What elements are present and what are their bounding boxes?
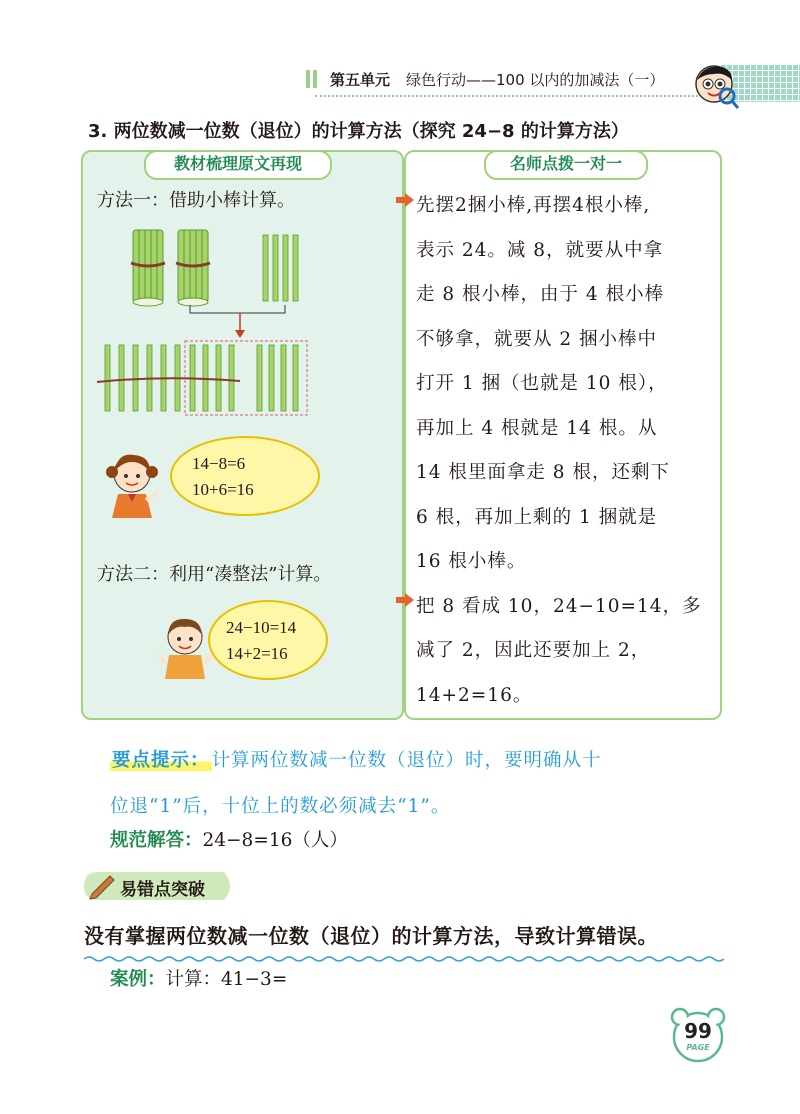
method-one-text: 方法一：借助小棒计算。 bbox=[97, 190, 295, 211]
method-two-text: 方法二：利用“凑整法”计算。 bbox=[97, 564, 332, 585]
tip-line-1: 计算两位数减一位数（退位）时，要明确从十 bbox=[211, 750, 602, 771]
speech-bubble-1 bbox=[170, 436, 320, 516]
page-number-badge bbox=[668, 1005, 728, 1065]
equation: 24−10=14 bbox=[226, 618, 297, 637]
section-title: 3. 两位数减一位数（退位）的计算方法（探究 24−8 的计算方法） bbox=[88, 121, 629, 142]
tip-line-2: 位退“1”后，十位上的数必须减去“1”。 bbox=[110, 796, 451, 817]
header-bars bbox=[306, 70, 320, 92]
answer-label: 规范解答： bbox=[110, 830, 203, 851]
sticks-illustration bbox=[95, 225, 315, 420]
unit-title: 绿色行动——100 以内的加减法（一） bbox=[406, 71, 665, 89]
left-panel-tag: 教材梳理原文再现 bbox=[144, 150, 332, 180]
error-main-statement: 没有掌握两位数减一位数（退位）的计算方法，导致计算错误。 bbox=[84, 924, 658, 948]
case-text: 计算：41−3= bbox=[165, 969, 288, 990]
text-line: 16 根小棒。 bbox=[416, 551, 527, 572]
text-line: 减了 2，因此还要加上 2， bbox=[416, 640, 651, 661]
text-line: 再加上 4 根就是 14 根。从 bbox=[416, 417, 658, 439]
header bbox=[330, 69, 664, 90]
right-panel-tag: 名师点拨一对一 bbox=[484, 150, 648, 180]
speech-bubble-2 bbox=[208, 600, 328, 680]
text-line: 不够拿，就要从 2 捆小棒中 bbox=[416, 328, 658, 350]
tip-label: 要点提示： bbox=[112, 750, 210, 771]
text-line: 6 根，再加上剩的 1 捆就是 bbox=[416, 506, 658, 528]
unit-label: 第五单元 bbox=[330, 71, 391, 89]
boy-avatar bbox=[157, 615, 213, 680]
loose-sticks-bottom bbox=[97, 345, 298, 411]
pointer-arrow-icon bbox=[396, 193, 414, 207]
key-point-tip bbox=[110, 738, 730, 830]
error-section-title: 易错点突破 bbox=[120, 880, 205, 900]
text-line: 打开 1 捆（也就是 10 根）， bbox=[416, 373, 668, 394]
pointer-arrow-icon bbox=[396, 593, 414, 607]
text-line: 走 8 根小棒，由于 4 根小棒 bbox=[416, 284, 665, 305]
stick-bundle-1 bbox=[131, 230, 165, 306]
page-number: 99 bbox=[684, 1019, 712, 1043]
right-panel-explanation bbox=[416, 184, 716, 718]
text-line: 把 8 看成 10，24−10=14，多 bbox=[416, 595, 702, 617]
equation: 14−8=6 bbox=[192, 454, 246, 473]
wavy-divider bbox=[84, 955, 724, 963]
stick-bundle-2 bbox=[176, 230, 210, 306]
standard-answer bbox=[110, 826, 348, 852]
case-example bbox=[110, 965, 287, 991]
girl-avatar bbox=[104, 450, 164, 520]
text-line: 先摆2捆小棒,再摆4根小棒, bbox=[416, 195, 651, 216]
text-line: 14+2=16。 bbox=[416, 684, 533, 706]
header-dotted-line bbox=[315, 95, 710, 97]
equation: 14+2=16 bbox=[226, 644, 288, 663]
equation: 10+6=16 bbox=[192, 480, 254, 499]
page-label: PAGE bbox=[686, 1043, 710, 1052]
case-label: 案例： bbox=[110, 969, 166, 990]
text-line: 表示 24。减 8，就要从中拿 bbox=[416, 239, 664, 261]
answer-text: 24−8=16（人） bbox=[202, 830, 348, 851]
mascot-magnifier-icon bbox=[694, 64, 740, 110]
text-line: 14 根里面拿走 8 根，还剩下 bbox=[416, 462, 670, 483]
loose-sticks-top bbox=[263, 235, 298, 301]
